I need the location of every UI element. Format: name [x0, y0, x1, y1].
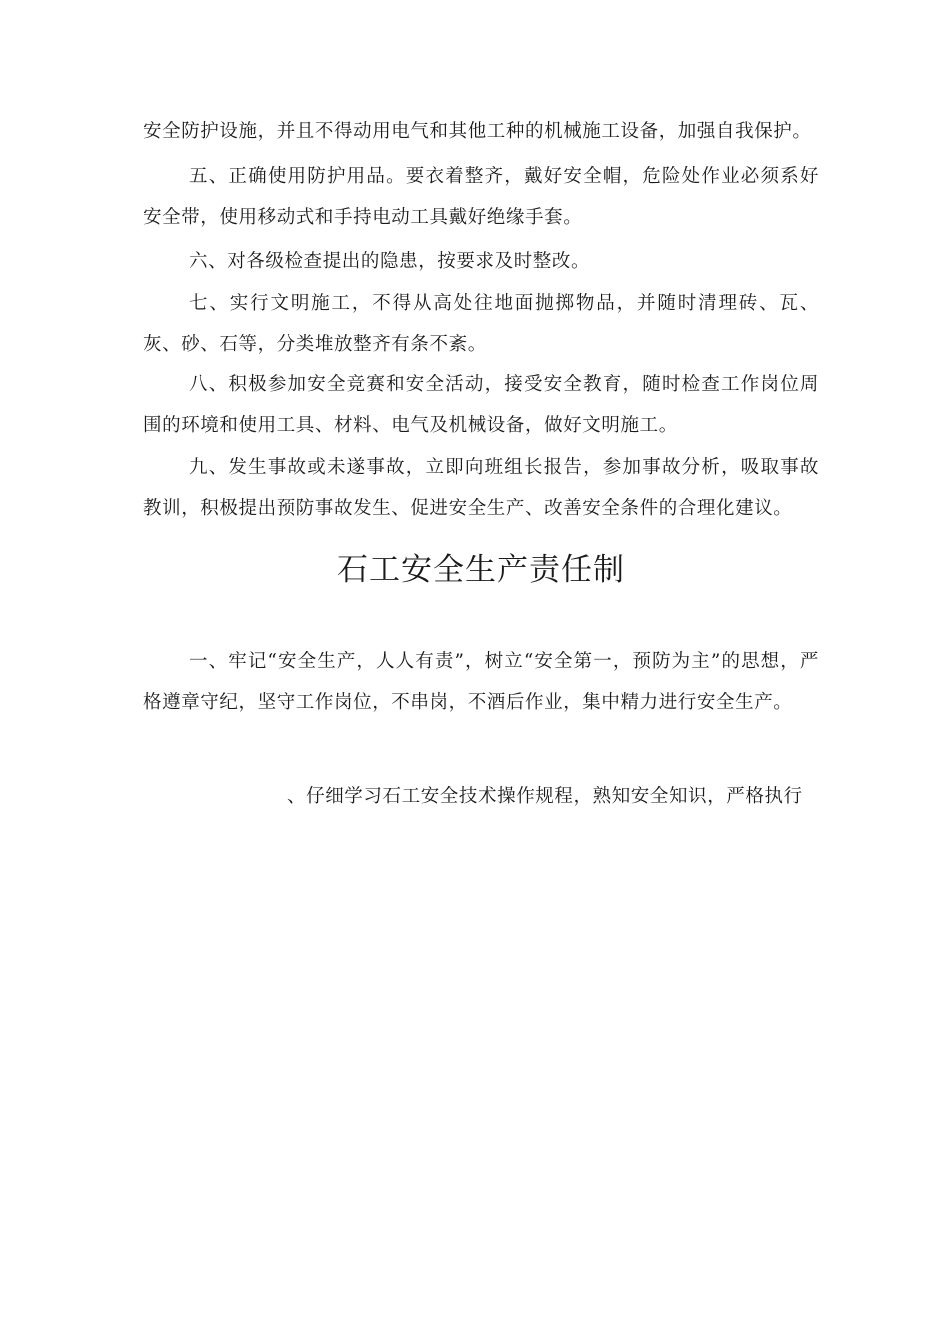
section-paragraph-1: 一、牢记“安全生产，人人有责”，树立“安全第一，预防为主”的思想，严格遵章守纪，坚守工作岗位，不串岗，不酒后作业，集中精力进行安全生产。	[143, 651, 819, 713]
paragraph-continuation: 安全防护设施，并且不得动用电气和其他工种的机械施工设备，加强自我保护。	[143, 121, 812, 142]
section-title: 石工安全生产责任制	[337, 552, 625, 588]
section-paragraph-2-fragment: 、仔细学习石工安全技术操作规程，熟知安全知识，严格执行	[287, 786, 803, 807]
paragraph-item-7: 七、实行文明施工，不得从高处往地面抛掷物品，并随时清理砖、瓦、灰、砂、石等，分类堆放整齐有条不紊。	[143, 293, 819, 355]
paragraph-item-6: 六、对各级检查提出的隐患，按要求及时整改。	[189, 251, 591, 272]
paragraph-item-9: 九、发生事故或未遂事故，立即向班组长报告，参加事故分析，吸取事故教训，积极提出预防事故发生、促进安全生产、改善安全条件的合理化建议。	[143, 457, 819, 519]
paragraph-item-5: 五、正确使用防护用品。要衣着整齐，戴好安全帽，危险处作业必须系好安全带，使用移动式和手持电动工具戴好绝缘手套。	[143, 166, 819, 228]
paragraph-item-8: 八、积极参加安全竞赛和安全活动，接受安全教育，随时检查工作岗位周围的环境和使用工具、材料、电气及机械设备，做好文明施工。	[143, 374, 819, 436]
